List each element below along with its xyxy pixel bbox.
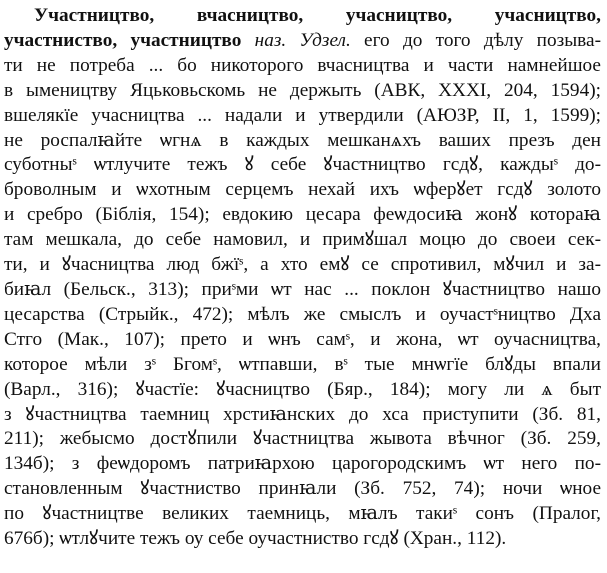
entry-text: [241, 30, 254, 51]
dictionary-entry: [4, 4, 601, 552]
entry-text: ти не потреба ... бо никоторого вчасництва и части намнейшое: [4, 54, 601, 76]
entry-text: 676б); ѡтлꙋчите тежъ оу себе оучастниство гсдꙋ (Хран., 112).: [4, 528, 507, 550]
entry-text-line: [4, 427, 601, 452]
entry-text: броволным и ѡхотным серцемъ нехай ихъ ѡферꙋет гсдꙋ золото: [4, 179, 601, 201]
entry-text: там мешкала, до себе намовил, и примꙋшал моцю до своеи сек-: [4, 229, 601, 251]
entry-text: и сребро (Біблія, 154); евдокию цесара феѡдосиꙗ жонꙋ котораꙗ: [4, 204, 601, 226]
entry-text: 211); жебысмо достꙋпили ꙋчастництва жывота вѣчног (Зб. 259,: [4, 428, 601, 450]
headword: Участництво, вчасництво, учасництво, учасництво,: [34, 5, 601, 26]
entry-text: становленным ꙋчастниство принꙗли (Зб. 752, 74); ночи ѡное: [4, 478, 601, 500]
entry-text-line: [4, 303, 601, 328]
entry-text: в ымеництву Яцьковьскомь не держыть (АВК, XXXI, 204, 1594);: [4, 79, 601, 101]
entry-text-line: [4, 477, 601, 502]
entry-text: которое мѣли зˢ Бгомˢ, ѡтпавши, вˢ тые мнѡгїе блꙋды впали: [4, 353, 601, 375]
entry-text-line: [4, 353, 601, 378]
entry-text-line: [4, 253, 601, 278]
definition: наз. Удзел.: [254, 29, 351, 51]
entry-text-line: [4, 104, 601, 129]
entry-text-line: [4, 153, 601, 178]
entry-text: (Варл., 316); ꙋчастїе: ꙋчасництво (Бяр., 184); могу ли ѧ быт: [4, 378, 601, 400]
entry-text: з ꙋчастництва таемниц хрстиꙗнских до хса приступити (Зб. 81,: [4, 403, 601, 425]
entry-text-line: [4, 527, 601, 552]
entry-text-line: [4, 502, 601, 527]
entry-text-line: [4, 403, 601, 428]
entry-text-line: [4, 178, 601, 203]
entry-text: ти, и ꙋчасництва люд бжїˢ, а хто емꙋ се спротивил, мꙋчил и за-: [4, 254, 601, 276]
entry-text: суботныˢ ѡтлучите тежъ ꙋ себе ꙋчастництво гсдꙋ, каждыˢ до-: [4, 154, 601, 176]
entry-text: по ꙋчастництве великих таемниць, мꙗлъ такиˢ сонъ (Пралог,: [4, 503, 601, 525]
entry-text: вшелякїе учасництва ... надали и утвердили (АЮЗР, II, 1, 1599);: [4, 104, 601, 126]
entry-text-line: [4, 452, 601, 477]
entry-headword-line: [4, 4, 601, 29]
entry-text: Стго (Мак., 107); прето и ѡнъ самˢ, и жона, ѡт оучасництва,: [4, 328, 601, 350]
entry-text: 134б); з феѡдоромъ патриꙗрхою царогородскимъ ѡт него по-: [4, 453, 601, 475]
entry-text: биꙗл (Бельск., 313); приˢми ѡт нас ... поклон ꙋчастництво нашо: [4, 278, 601, 300]
entry-text-line: [4, 378, 601, 403]
entry-text-line: [4, 228, 601, 253]
entry-text-line: [4, 29, 601, 54]
entry-text: цесарства (Стрыйк., 472); мѣлъ же смыслъ и оучастˢництво Дха: [4, 303, 601, 325]
entry-text-line: [4, 129, 601, 154]
entry-text-line: [4, 54, 601, 79]
headword: участниство, участництво: [4, 29, 242, 51]
entry-text-line: [4, 278, 601, 303]
entry-text-line: [4, 328, 601, 353]
entry-text: не роспалꙗйте ѡгнѧ в каждых мешканѧхъ ваших презъ ден: [4, 129, 601, 151]
entry-text: его до того дѣлу позыва-: [350, 29, 601, 51]
entry-text-line: [4, 203, 601, 228]
entry-text-line: [4, 79, 601, 104]
